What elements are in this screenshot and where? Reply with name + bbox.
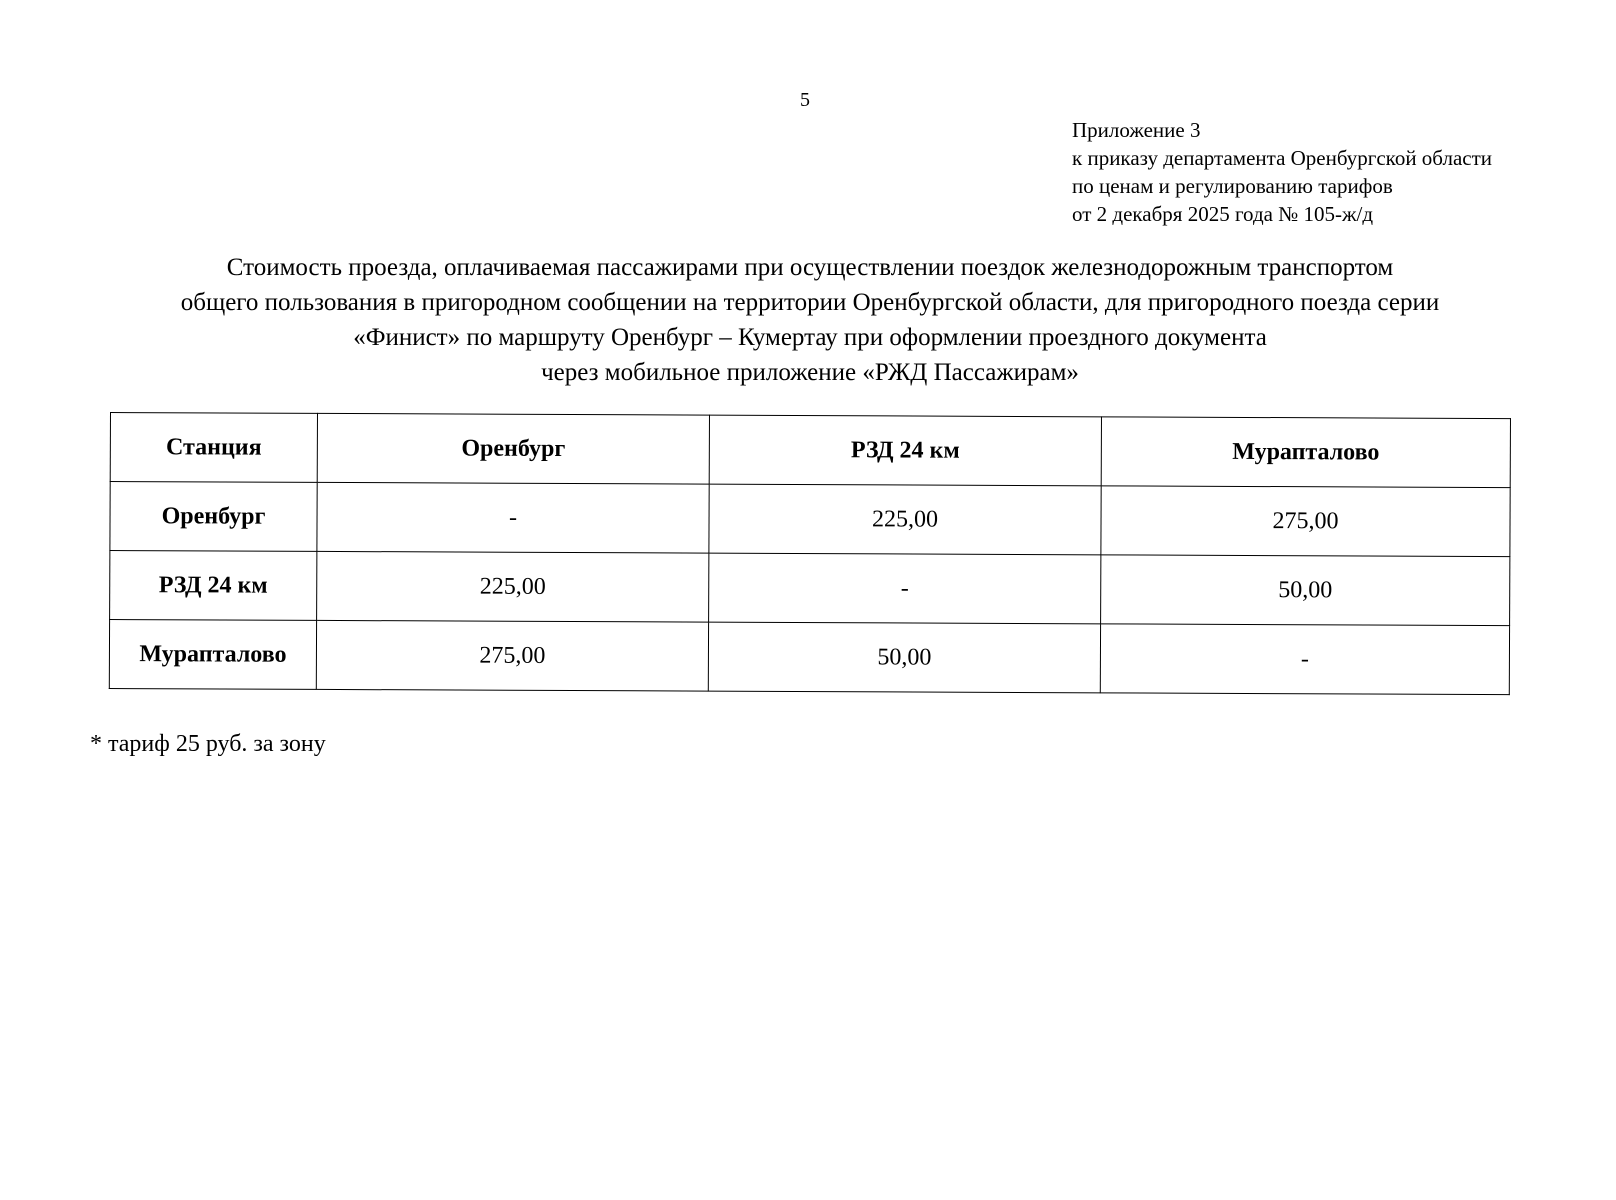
- fare-cell: 50,00: [1101, 555, 1510, 626]
- appendix-line: по ценам и регулированию тарифов: [1072, 174, 1393, 198]
- row-station: Мурапталово: [109, 620, 316, 690]
- appendix-line: от 2 декабря 2025 года № 105-ж/д: [1072, 202, 1374, 226]
- header-rzd-24km: РЗД 24 км: [709, 415, 1101, 486]
- title-line: через мобильное приложение «РЖД Пассажирам»: [541, 359, 1079, 386]
- fare-table: [109, 412, 1511, 695]
- footnote: * тариф 25 руб. за зону: [90, 731, 326, 757]
- page-number: 5: [800, 89, 810, 111]
- fare-cell: 225,00: [709, 484, 1101, 555]
- fare-cell: -: [709, 553, 1101, 624]
- title-line: Стоимость проезда, оплачиваемая пассажирами при осуществлении поездок железнодорожным транспортом: [226, 254, 1394, 281]
- title-line: общего пользования в пригородном сообщении на территории Оренбургской области, для пригородного поезда серии: [180, 289, 1440, 316]
- fare-cell: 275,00: [316, 620, 708, 691]
- appendix-line: Приложение 3: [1072, 118, 1201, 142]
- table-row: [109, 620, 1509, 695]
- fare-cell: -: [1100, 624, 1509, 695]
- title-line: «Финист» по маршруту Оренбург – Кумертау при оформлении проездного документа: [353, 324, 1267, 351]
- fare-cell: 225,00: [317, 551, 709, 622]
- fare-cell: -: [317, 482, 709, 553]
- fare-cell: 50,00: [708, 622, 1100, 693]
- header-orenburg: Оренбург: [317, 413, 709, 484]
- row-station: Оренбург: [110, 482, 317, 552]
- table-row: [110, 482, 1510, 557]
- row-station: РЗД 24 км: [110, 551, 317, 621]
- fare-cell: 275,00: [1101, 486, 1510, 557]
- table-row: [110, 551, 1510, 626]
- header-muraptalovo: Мурапталово: [1101, 417, 1510, 488]
- appendix-line: к приказу департамента Оренбургской области: [1072, 146, 1492, 170]
- appendix-block: [1072, 116, 1492, 228]
- document-title: [60, 250, 1560, 390]
- table-header-row: [110, 413, 1510, 488]
- header-station: Станция: [110, 413, 317, 483]
